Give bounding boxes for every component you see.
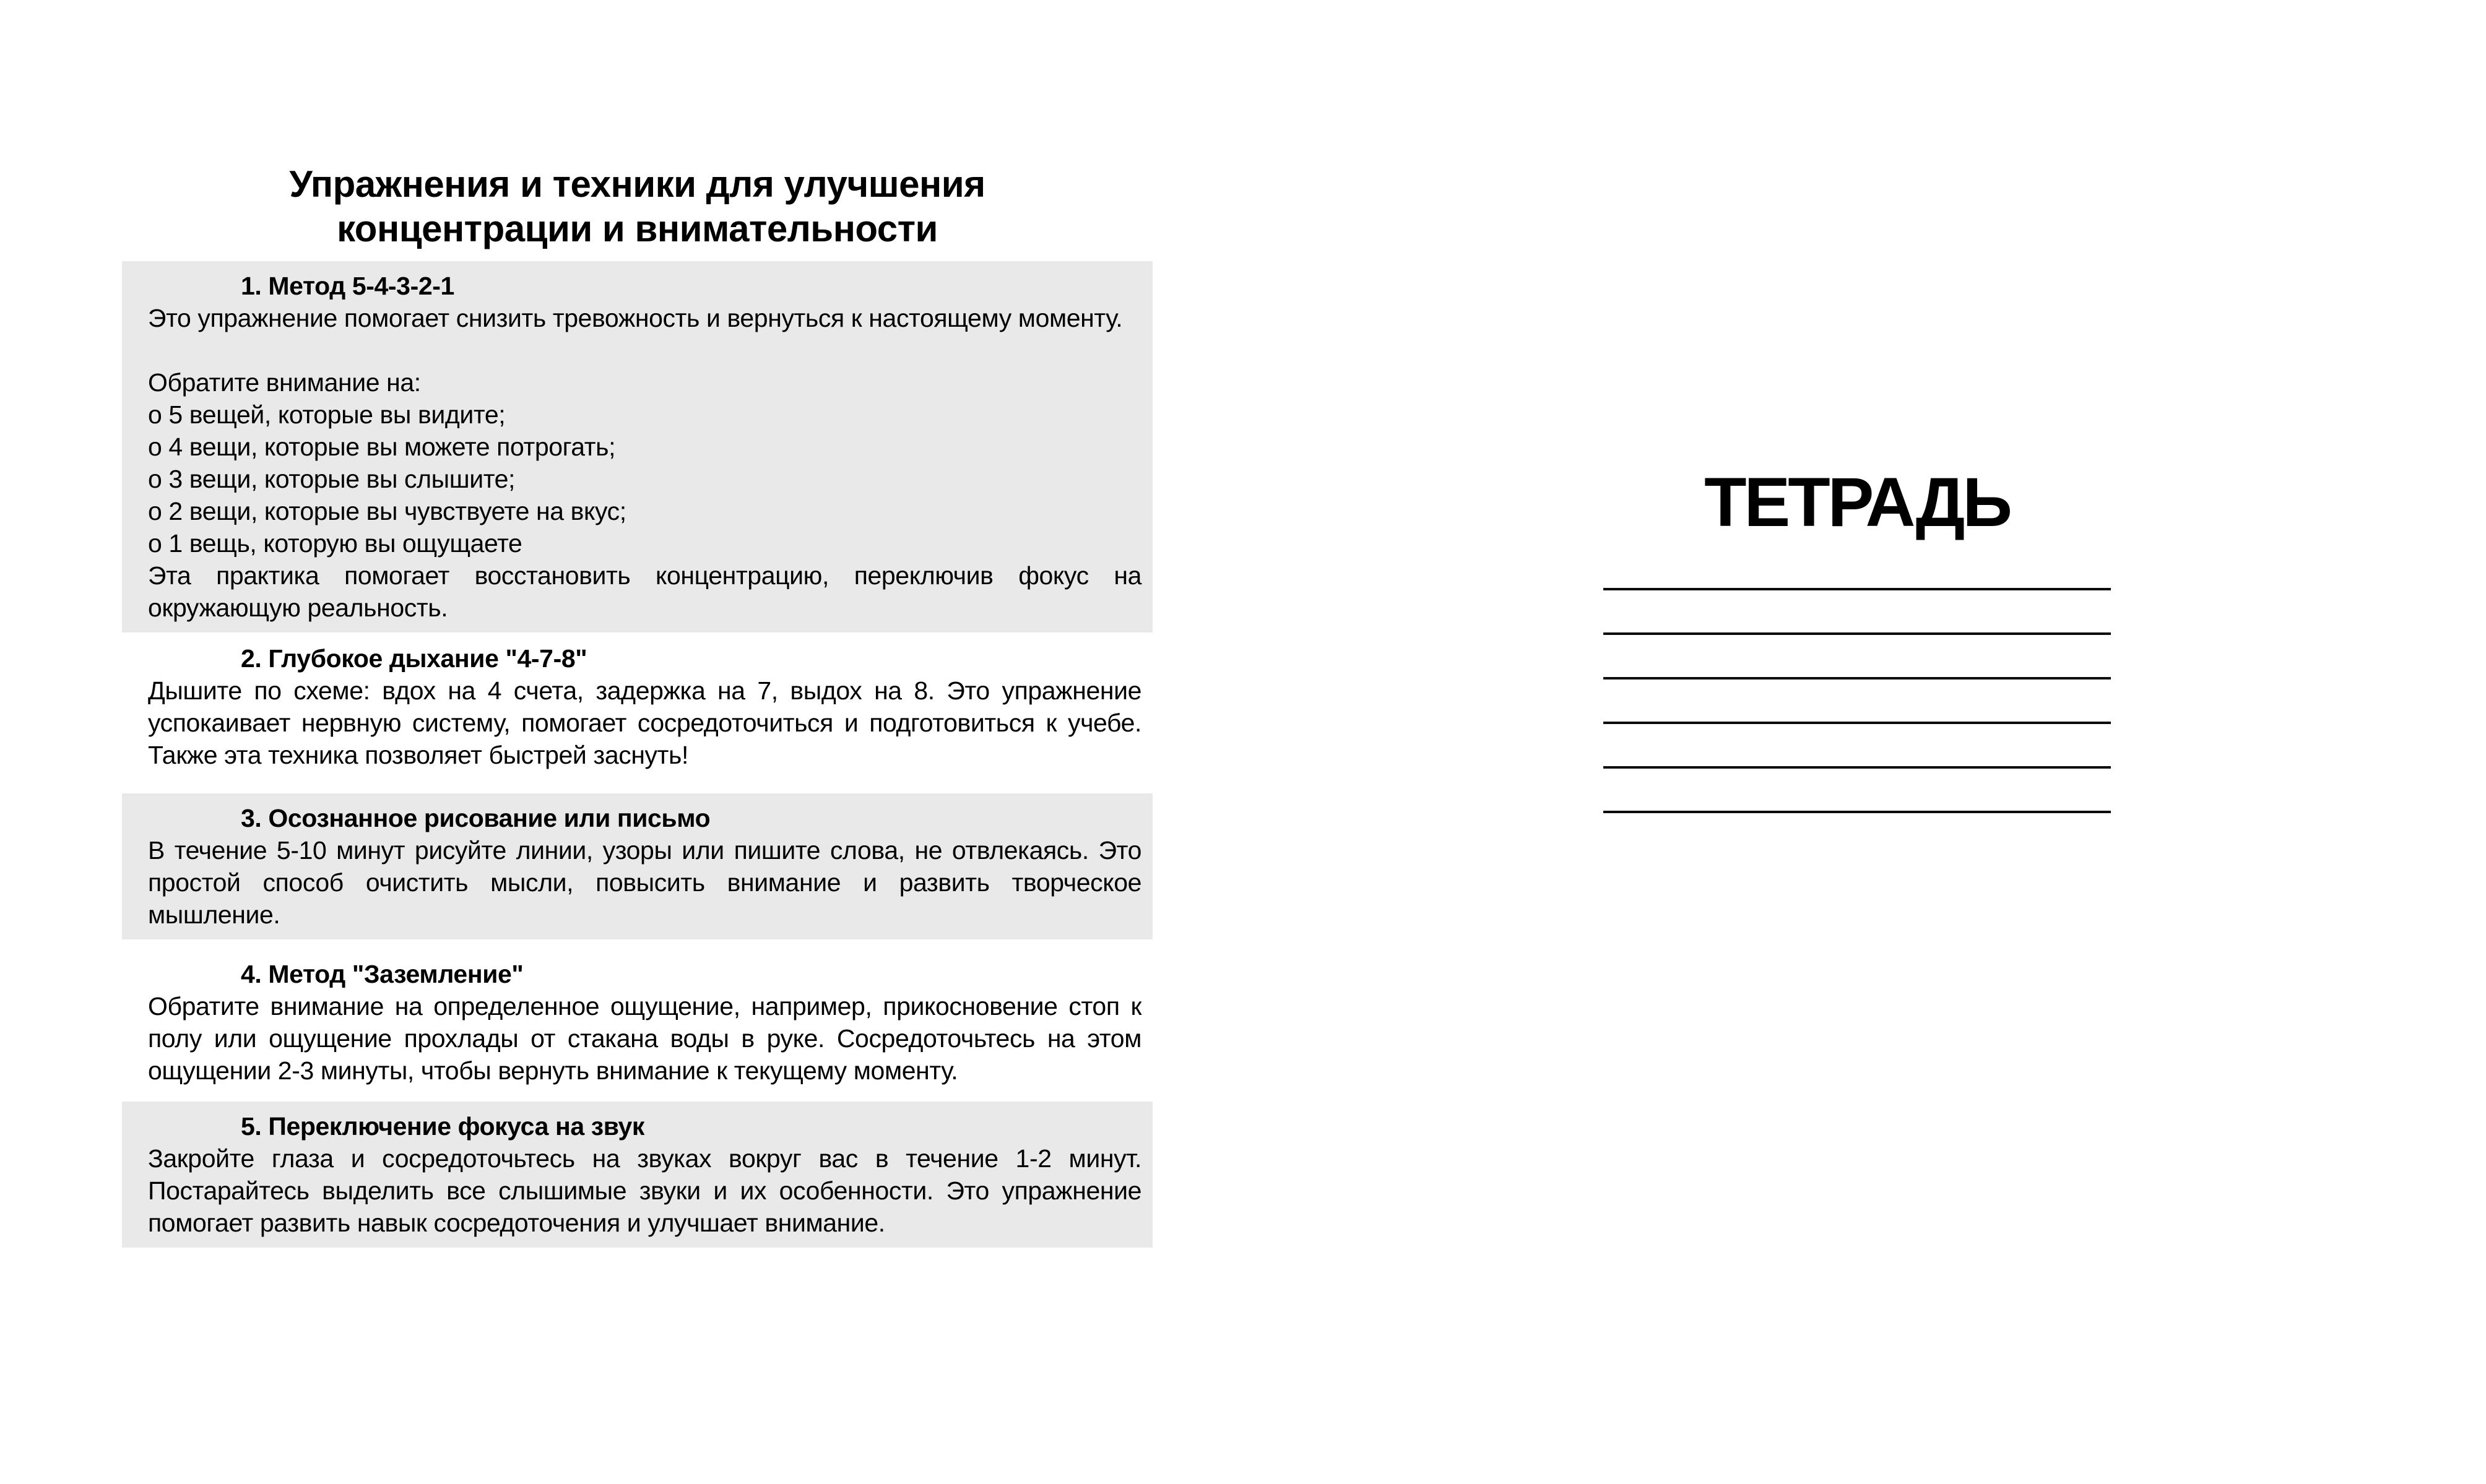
section-paragraph: Закройте глаза и сосредоточьтесь на звуках вокруг вас в течение 1-2 минут. Постарайтесь выделить все слышимые звуки и их особенности. Это упражнение помогает развить навык сосредоточения и улучшает внимание. [148, 1144, 1141, 1237]
notebook-line [1603, 677, 2111, 679]
list-line: о 3 вещи, которые вы слышите; [148, 465, 516, 493]
notebook-line [1603, 722, 2111, 724]
section-paragraph: Дышите по схеме: вдох на 4 счета, задержка на 7, выдох на 8. Это упражнение успокаивает нервную систему, помогает сосредоточиться и подготовиться к учебе. Также эта техника позволяет быстрей заснуть! [148, 676, 1141, 769]
page-title [122, 162, 1153, 251]
list-line: о 4 вещи, которые вы можете потрогать; [148, 433, 616, 461]
section-paragraph: В течение 5-10 минут рисуйте линии, узоры или пишите слова, не отвлекаясь. Это простой способ очистить мысли, повысить внимание и развить творческое мышление. [148, 836, 1141, 929]
list-line: о 1 вещь, которую вы ощущаете [148, 529, 522, 558]
section-heading: 4. Метод "Заземление" [241, 960, 524, 988]
notebook-panel [1603, 464, 2111, 813]
notebook-line [1603, 632, 2111, 635]
list-line: о 5 вещей, которые вы видите; [148, 400, 506, 429]
section-heading: 5. Переключение фокуса на звук [241, 1112, 645, 1141]
section-paragraph: Это упражнение помогает снизить тревожность и вернуться к настоящему моменту. [148, 304, 1123, 332]
section-card [122, 642, 1153, 771]
exercises-column [122, 162, 1153, 1248]
section-heading: 3. Осознанное рисование или письмо [241, 804, 711, 832]
section-heading: 2. Глубокое дыхание "4-7-8" [241, 644, 587, 673]
page-title-line2: концентрации и внимательности [337, 208, 938, 249]
blank-line [122, 334, 1153, 366]
sections-list [122, 261, 1153, 1248]
section-card [122, 1102, 1153, 1248]
section-card [122, 958, 1153, 1087]
section-card [122, 793, 1153, 939]
section-paragraph: Эта практика помогает восстановить концентрацию, переключив фокус на окружающую реальность. [148, 561, 1141, 622]
notebook-lines [1603, 588, 2111, 813]
notebook-title: ТЕТРАДЬ [1704, 464, 2010, 541]
page-title-line1: Упражнения и техники для улучшения [289, 163, 985, 205]
section-card [122, 261, 1153, 632]
section-paragraph: Обратите внимание на определенное ощущение, например, прикосновение стоп к полу или ощущение прохлады от стакана воды в руке. Сосредоточьтесь на этом ощущении 2-3 минуты, чтобы вернуть внимание к текущему моменту. [148, 992, 1141, 1085]
notebook-line [1603, 588, 2111, 590]
section-heading: 1. Метод 5-4-3-2-1 [241, 272, 454, 300]
list-line: о 2 вещи, которые вы чувствуете на вкус; [148, 497, 626, 525]
list-line: Обратите внимание на: [148, 368, 421, 397]
notebook-line [1603, 766, 2111, 769]
notebook-line [1603, 811, 2111, 813]
